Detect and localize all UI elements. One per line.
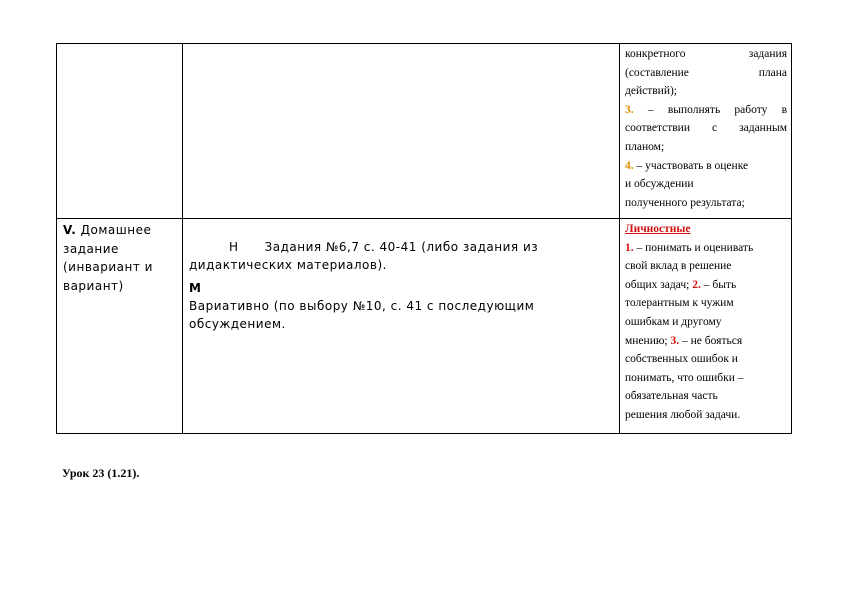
uud-line: и обсуждении	[625, 178, 694, 191]
personal-line: решения любой задачи.	[625, 408, 741, 421]
homework-n: Н Задания №6,7 с. 40-41 (либо задания из	[229, 240, 539, 254]
homework-m: Вариативно (по выбору №10, с. 41 с последующим	[189, 299, 535, 313]
personal-line: обязательная часть	[625, 390, 718, 403]
uud-line: действий);	[625, 85, 678, 98]
personal-line: ошибкам и другому	[625, 315, 722, 328]
uud-item-4: 4. – участвовать в оценке	[625, 159, 749, 172]
personal-line: собственных ошибок и	[625, 353, 738, 366]
uud-line: (составление плана	[625, 66, 787, 79]
personal-line: 1. – понимать и оценивать	[625, 241, 754, 254]
uud-line: соответствии с заданным	[625, 122, 787, 135]
item-number: 3.	[625, 103, 634, 116]
stage-title-line: (инвариант и	[63, 260, 153, 274]
homework-m-cont: обсуждением.	[189, 317, 286, 331]
personal-line: мнению; 3. – не бояться	[625, 334, 743, 347]
stage-roman: V.	[63, 223, 77, 237]
lesson-table	[56, 43, 792, 434]
table-row	[57, 219, 792, 434]
personal-line: общих задач; 2. – быть	[625, 278, 737, 291]
stage-title-line: задание	[63, 241, 119, 256]
item-number: 4.	[625, 159, 634, 172]
uud-line: конкретного задания	[625, 48, 787, 60]
uud-item-3: 3. – выполнять работу в	[625, 103, 787, 116]
content-cell-empty	[183, 44, 620, 219]
level-label-m: М	[189, 281, 202, 295]
uud-line: планом;	[625, 140, 665, 153]
stage-cell-empty	[57, 44, 183, 219]
personal-line: толерантным к чужим	[625, 297, 734, 310]
stage-title: V. Домашнее	[63, 223, 152, 237]
stage-title-line: вариант)	[63, 278, 124, 293]
stage-cell	[57, 219, 183, 434]
homework-n-cont: дидактических материалов).	[189, 258, 387, 272]
uud-line: полученного результата;	[625, 196, 745, 209]
homework-cell	[183, 219, 620, 434]
personal-line: понимать, что ошибки –	[625, 371, 744, 384]
personal-line: свой вклад в решение	[625, 260, 732, 273]
level-label-n: Н	[229, 240, 239, 254]
personal-uud-cell	[620, 219, 792, 434]
uud-cell	[620, 44, 792, 219]
personal-heading: Личностные	[625, 223, 691, 235]
table-row	[57, 44, 792, 219]
lesson-title: Урок 23 (1.21).	[62, 466, 140, 480]
